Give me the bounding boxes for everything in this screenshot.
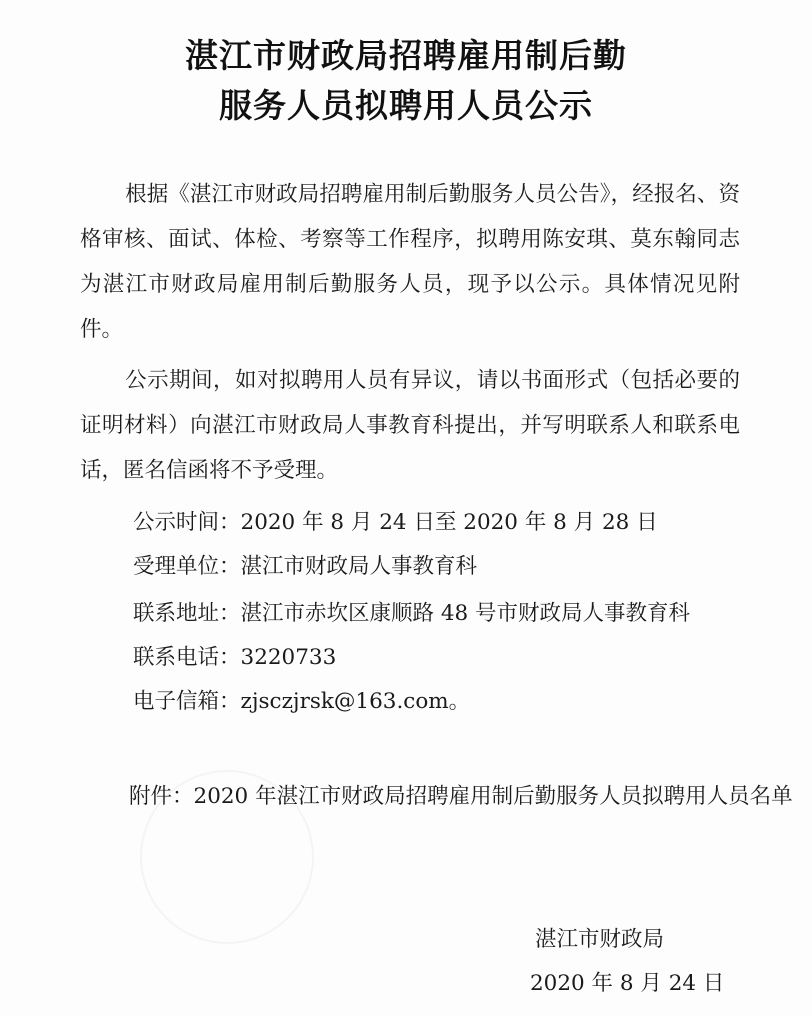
info-value: 3220733 (240, 645, 337, 670)
attachment-label: 附件： (129, 784, 194, 809)
attachment-text: 2020 年湛江市财政局招聘雇用制后勤服务人员拟聘用人员名单 (193, 784, 793, 809)
info-row-email (133, 684, 773, 715)
info-row-phone (133, 640, 773, 671)
info-value: 湛江市财政局人事教育科 (240, 554, 478, 579)
info-label: 公示时间： (133, 510, 241, 535)
info-row-publicity-period (133, 505, 773, 536)
info-value: zjsczjrsk@163.com。 (240, 689, 471, 714)
title-line-1: 湛江市财政局招聘雇用制后勤 (185, 36, 627, 75)
info-value: 湛江市赤坎区康顺路 48 号市财政局人事教育科 (240, 601, 691, 626)
info-label: 电子信箱： (133, 689, 241, 714)
info-label: 联系地址： (133, 601, 241, 626)
title-line-2: 服务人员拟聘用人员公示 (219, 86, 593, 125)
info-row-address (133, 596, 773, 627)
signature-organization: 湛江市财政局 (535, 927, 665, 952)
info-label: 受理单位： (133, 554, 241, 579)
info-value: 2020 年 8 月 24 日至 2020 年 8 月 28 日 (240, 510, 658, 535)
body-paragraph-1: 根据《湛江市财政局招聘雇用制后勤服务人员公告》，经报名、资格审核、面试、体检、考察等工作程序，拟聘用陈安琪、莫东翰同志为湛江市财政局雇用制后勤服务人员，现予以公示。具体情况见附件。 (80, 182, 740, 342)
attachment-line (129, 778, 812, 816)
signature-date: 2020 年 8 月 24 日 (530, 971, 725, 996)
body-paragraph-2: 公示期间，如对拟聘用人员有异议，请以书面形式（包括必要的证明材料）向湛江市财政局人事教育科提出，并写明联系人和联系电话，匿名信函将不予受理。 (80, 368, 740, 483)
info-label: 联系电话： (133, 645, 241, 670)
info-row-handling-unit (133, 549, 773, 580)
